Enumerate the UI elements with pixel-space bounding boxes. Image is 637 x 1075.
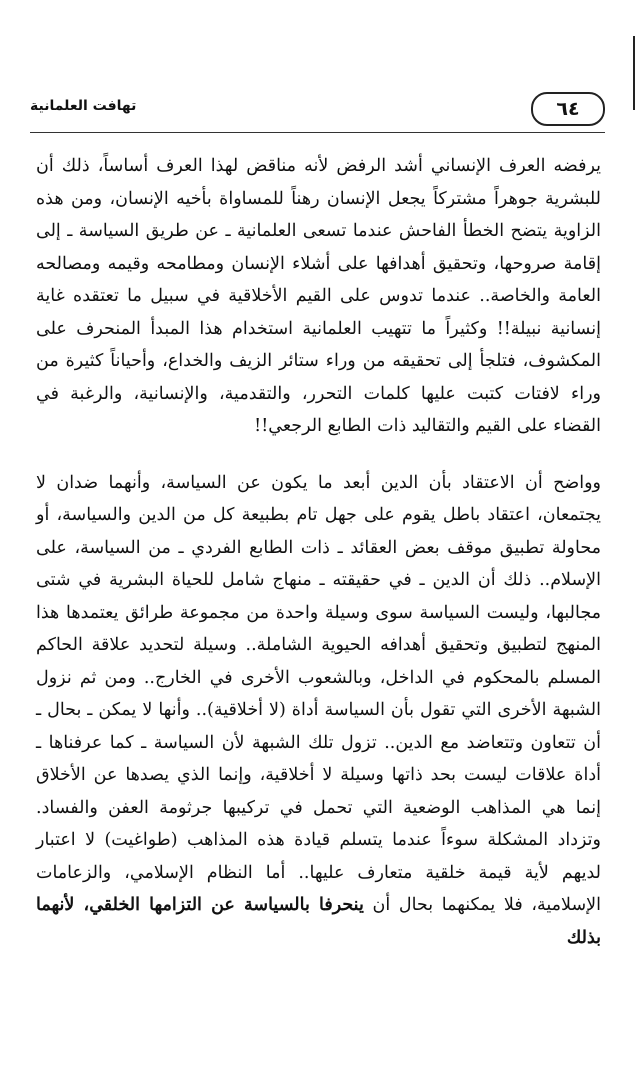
running-header — [30, 92, 605, 130]
body-text — [36, 150, 601, 954]
paragraph-2-final-bold: ينحرفا بالسياسة عن التزامها الخلقي، لأنهما بذلك — [36, 895, 601, 948]
paragraph-2-text: وواضح أن الاعتقاد بأن الدين أبعد ما يكون عن السياسة، وأنهما ضدان لا يجتمعان، اعتقاد باطل يقوم على جهل تام بطبيعة كل من الدين والسياسة، أو محاولة تطبيق موقف بعض العقائد ـ ذات الطابع الفردي ـ من السياسة، على الإسلام.. ذلك أن الدين ـ في حقيقته ـ منهاج شامل للحياة البشرية في شتى مجالبها، وليست السياسة سوى وسيلة واحدة من مجموعة طرائق يعتمدها هذا المنهج لتطبيق وتحقيق أهدافه الحيوية الشاملة.. وسيلة لتحديد علاقة الحاكم المسلم بالمحكوم في الداخل، وبالشعوب الأخرى في الخارج.. ومن ثم نزول الشبهة الأخرى التي تقول بأن السياسة أداة (لا أخلاقية).. وأنها لا يمكن ـ بحال ـ أن تتعاون وتتعاضد مع الدين.. تزول تلك الشبهة لأن السياسة ـ كما عرفناها ـ أداة علاقات ليست بحد ذاتها وسيلة لا أخلاقية، وإنما الذي يصدها عن الأخلاق إنما هي المذاهب الوضعية التي تحمل في تركيبها جرثومة العفن والفساد. وتزداد المشكلة سوءاً عندما يتسلم قيادة هذه المذاهب (طواغيت) لا اعتبار لديهم لأية قيمة خلقية متعارف عليها.. أما النظام الإسلامي، والزعامات الإسلامية، — [36, 472, 601, 915]
page-number-badge: ٦٤ — [531, 92, 605, 126]
paragraph-2 — [36, 467, 601, 955]
paragraph-2-final-plain: فلا يمكنهما بحال أن — [363, 895, 523, 915]
book-title: تهافت العلمانية — [30, 98, 137, 114]
page-edge-line — [633, 36, 635, 110]
header-rule — [30, 132, 605, 133]
paragraph-1: يرفضه العرف الإنساني أشد الرفض لأنه مناقض لهذا العرف أساساً، ذلك أن للبشرية جوهراً مشتركاً يجعل الإنسان رهناً للمساواة بأخيه الإنسان، ومن هذه الزاوية يتضح الخطأ الفاحش عندما تسعى العلمانية ـ عن طريق السياسة ـ إلى إقامة صروحها، وتحقيق أهدافها على أشلاء الإنسان ومطامحه وقيمه ومصالحه العامة والخاصة.. عندما تدوس على القيم الأخلاقية في سبيل ما تعتقده غاية إنسانية نبيلة!! وكثيراً ما تتهيب العلمانية استخدام هذا المبدأ المنحرف على المكشوف، فتلجأ إلى تحقيقه من وراء ستائر الزيف والخداع، وأحياناً كثيرة من وراء لافتات كتبت عليها كلمات التحرر، والتقدمية، والإنسانية، والرغبة في القضاء على القيم والتقاليد ذات الطابع الرجعي!! — [36, 156, 602, 436]
